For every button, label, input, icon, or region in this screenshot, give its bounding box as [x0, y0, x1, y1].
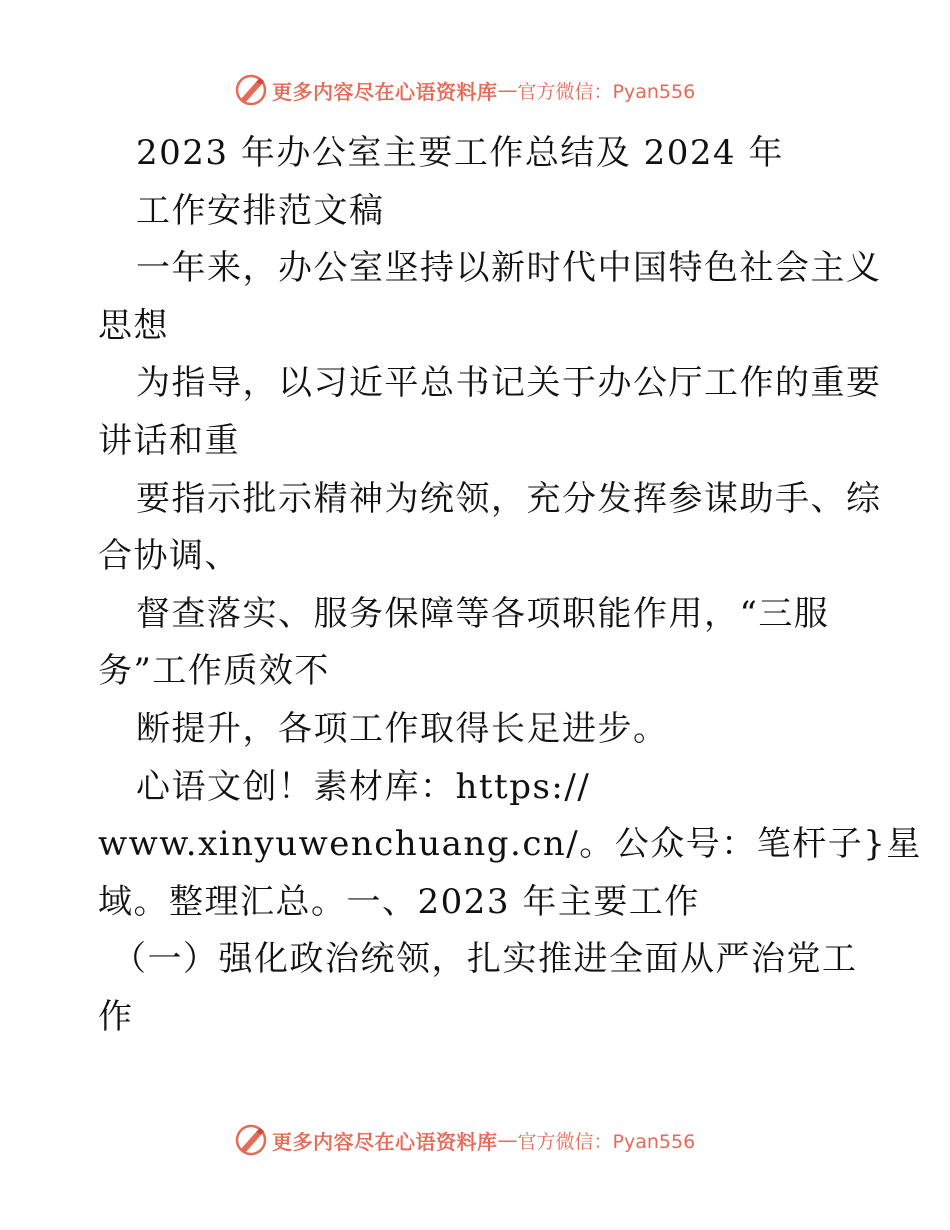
watermark-separator: —: [497, 78, 518, 102]
paragraph-line: 域。整理汇总。一、2023 年主要工作: [98, 881, 700, 922]
paragraph-line: 讲话和重: [98, 420, 240, 461]
paragraph-line: www.xinyuwenchuang.cn/。公众号：笔杆子}星: [98, 824, 922, 865]
title-line-2: 工作安排范文稿: [136, 190, 385, 231]
paragraph-line: 合协调、: [98, 536, 240, 577]
paragraph-line: 一年来，办公室坚持以新时代中国特色社会主义: [136, 248, 882, 289]
paragraph-line: 为指导，以习近平总书记关于办公厅工作的重要: [136, 363, 882, 404]
paragraph-line: 心语文创！素材库：https://: [136, 766, 591, 807]
document-body: [98, 125, 922, 1047]
watermark-brand: 更多内容尽在心语资料库: [272, 1129, 498, 1154]
pen-logo-icon: [234, 1123, 268, 1157]
header-watermark: [234, 70, 695, 110]
watermark-brand: 更多内容尽在心语资料库: [272, 79, 498, 104]
title-line-1: 2023 年办公室主要工作总结及 2024 年: [136, 133, 784, 173]
watermark-contact: 官方微信：Pyan556: [517, 1130, 696, 1153]
paragraph-line: 作: [98, 996, 134, 1037]
paragraph-line: 务”工作质效不: [98, 651, 330, 692]
section-heading: （一）强化政治统领，扎实推进全面从严治党工: [112, 939, 858, 980]
pen-logo-icon: [234, 73, 268, 107]
watermark-contact: 官方微信：Pyan556: [517, 80, 696, 103]
paragraph-line: 督查落实、服务保障等各项职能作用，“三服: [136, 593, 830, 634]
paragraph-line: 思想: [98, 305, 169, 346]
paragraph-line: 要指示批示精神为统领，充分发挥参谋助手、综: [136, 478, 882, 519]
footer-watermark: [234, 1120, 695, 1160]
paragraph-line: 断提升，各项工作取得长足进步。: [136, 708, 669, 749]
watermark-separator: —: [497, 1128, 518, 1152]
